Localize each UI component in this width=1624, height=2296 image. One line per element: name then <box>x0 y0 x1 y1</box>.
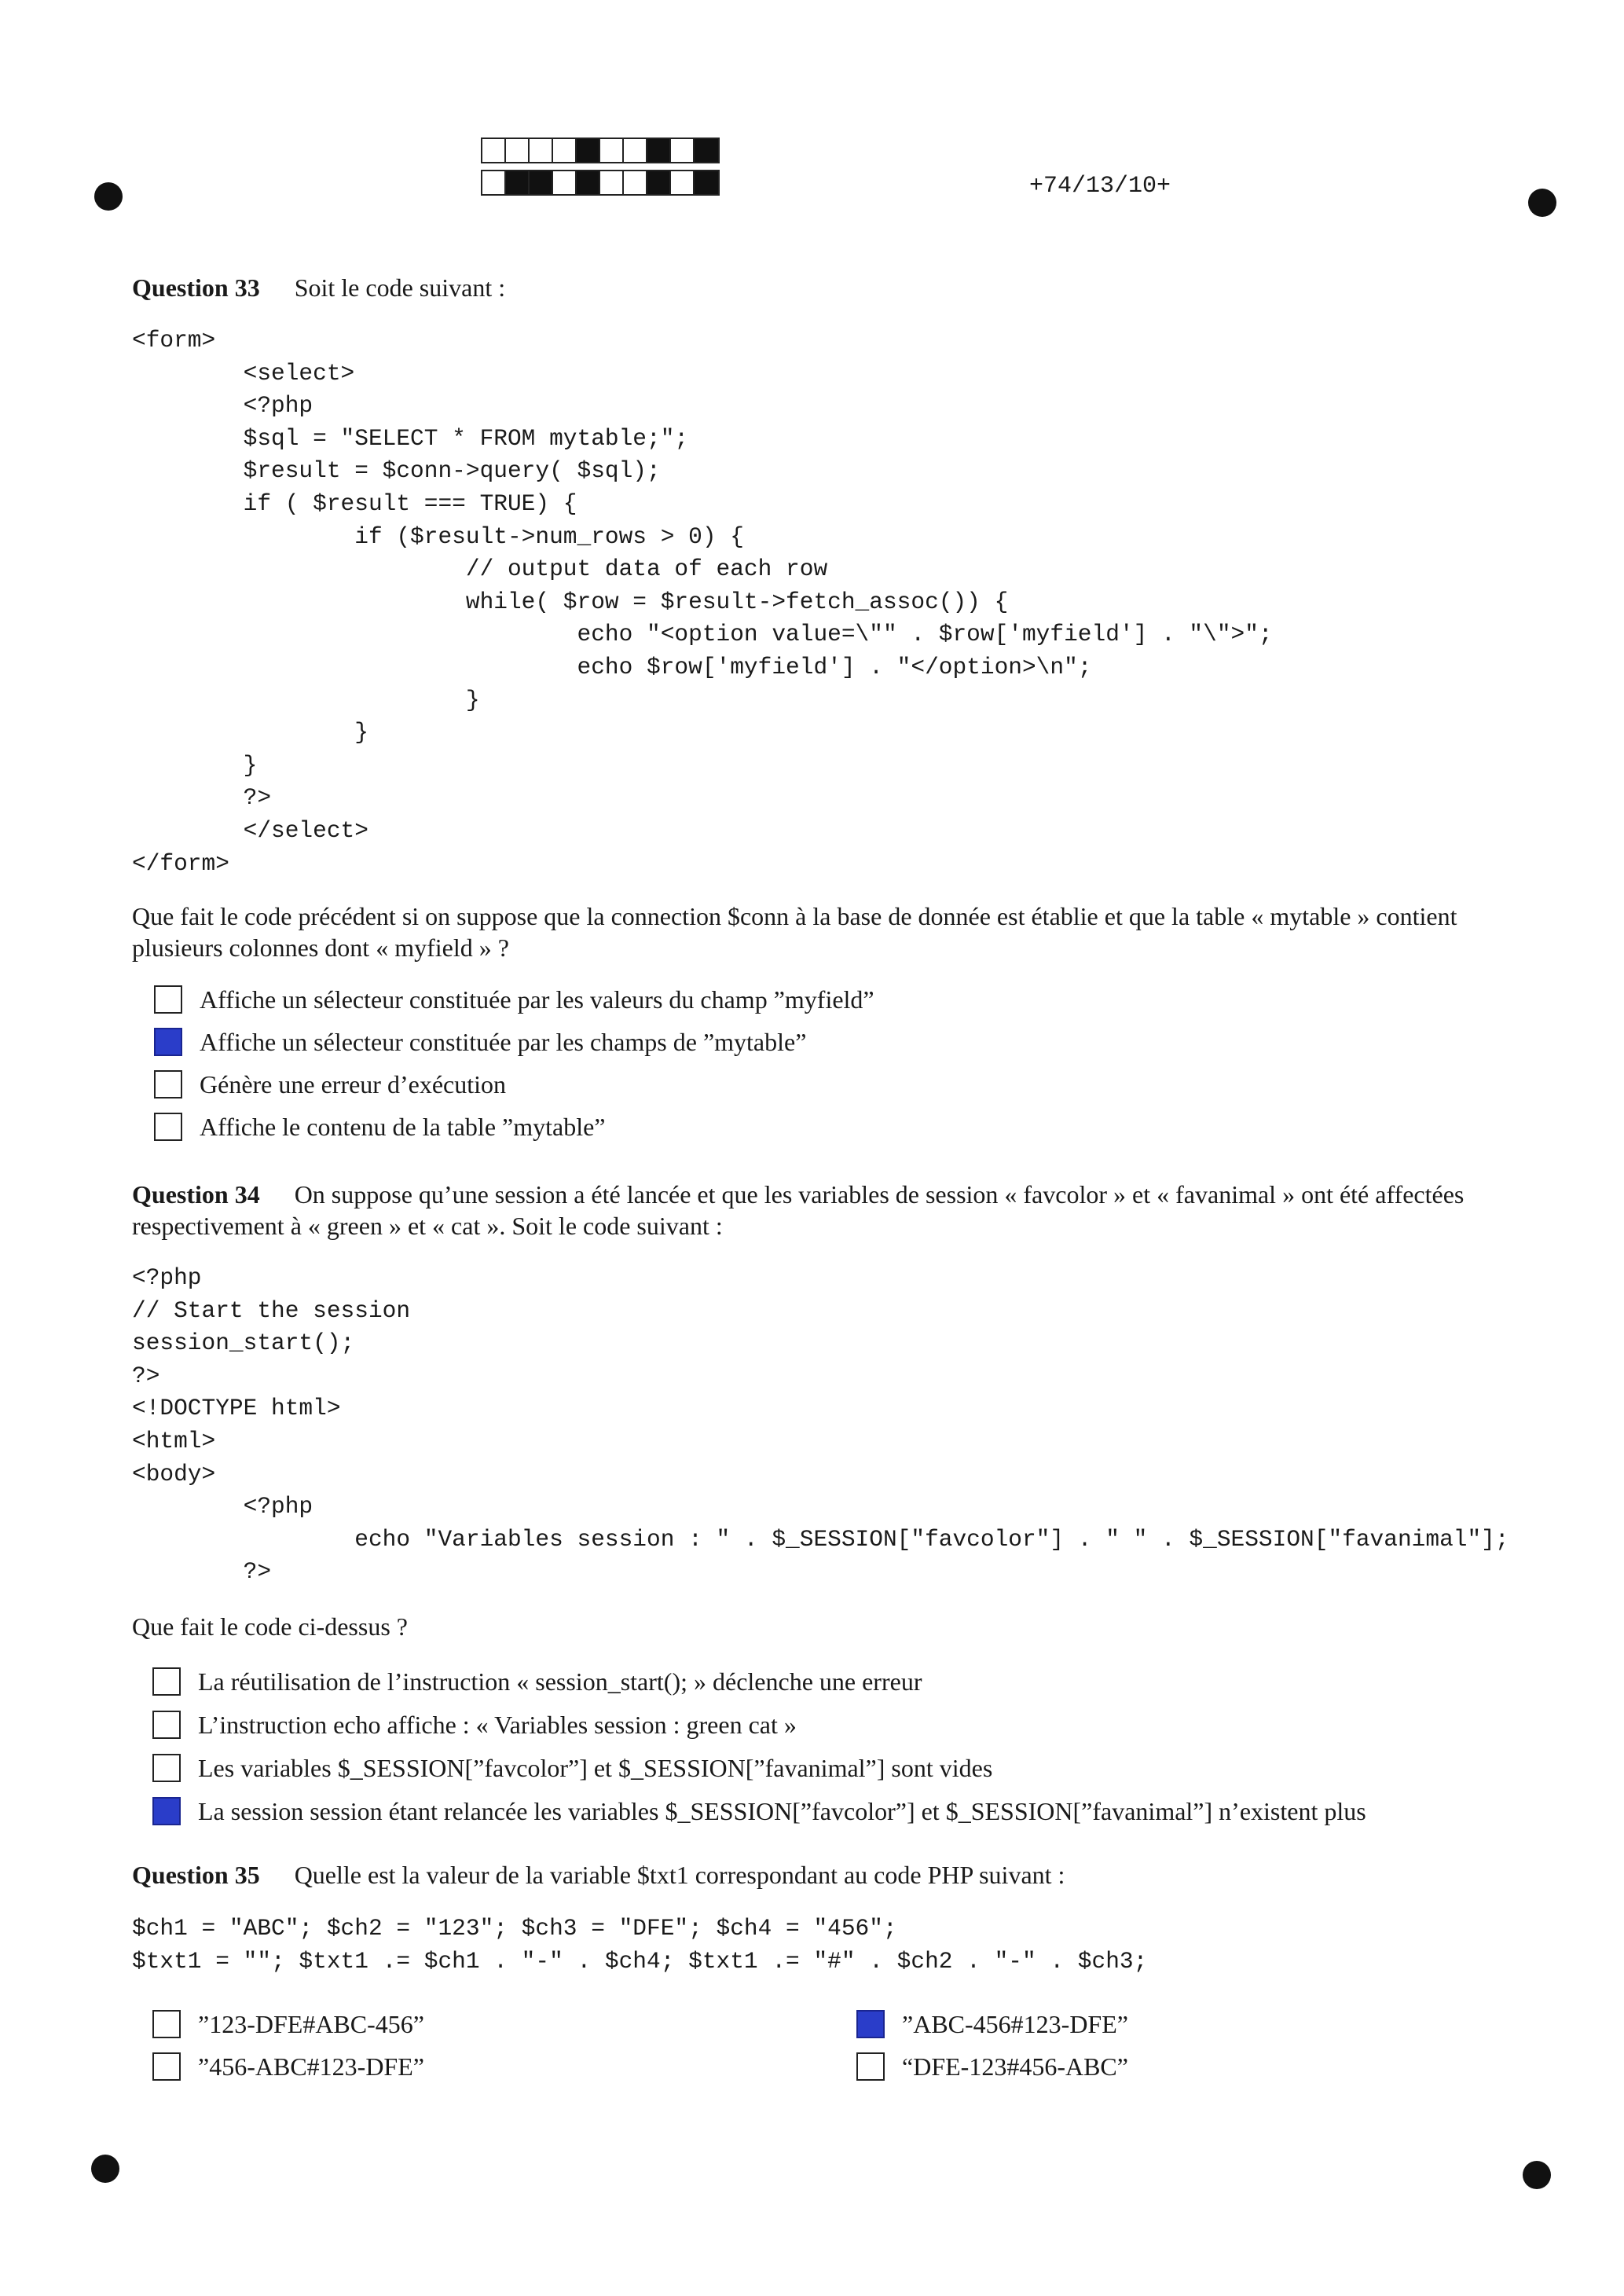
barcode-cell <box>506 139 530 162</box>
q33-option-2-label: Affiche un sélecteur constituée par les champs de ”mytable” <box>200 1028 807 1056</box>
registration-mark-bottom-right <box>1523 2161 1551 2189</box>
barcode-cell <box>671 139 695 162</box>
question-35-code: $ch1 = "ABC"; $ch2 = "123"; $ch3 = "DFE"; $ch4 = "456"; $txt1 = ""; $txt1 .= $ch1 . "-" . $ch4; $txt1 .= "#" . $ch2 . "-" . $ch3; <box>132 1915 1148 1975</box>
q33-option-2-checkbox[interactable] <box>154 1028 182 1056</box>
q35-option-3-label: ”ABC-456#123-DFE” <box>902 2010 1128 2038</box>
q35-option-4[interactable] <box>856 2051 1128 2082</box>
q35-option-1[interactable] <box>152 2008 424 2040</box>
question-35-intro: Quelle est la valeur de la variable $txt1 correspondant au code PHP suivant : <box>294 1861 1065 1889</box>
q33-option-2[interactable] <box>154 1026 806 1058</box>
q34-option-3[interactable] <box>152 1752 992 1784</box>
barcode-cell <box>530 139 553 162</box>
q34-option-3-checkbox[interactable] <box>152 1754 181 1782</box>
barcode-cell <box>482 139 506 162</box>
registration-mark-top-right <box>1528 189 1556 217</box>
barcode-cell <box>647 171 671 194</box>
q33-option-4-label: Affiche le contenu de la table ”mytable” <box>200 1113 606 1141</box>
q33-option-4[interactable] <box>154 1111 606 1142</box>
question-35-label: Question 35 <box>132 1861 260 1889</box>
barcode-cell <box>553 139 577 162</box>
q33-option-1-checkbox[interactable] <box>154 985 182 1014</box>
q35-option-3-checkbox[interactable] <box>856 2010 885 2038</box>
q35-option-2-label: ”456-ABC#123-DFE” <box>198 2052 424 2081</box>
question-33-header <box>132 272 505 303</box>
barcode-row-1 <box>481 138 720 163</box>
q35-option-1-checkbox[interactable] <box>152 2010 181 2038</box>
q34-option-2-checkbox[interactable] <box>152 1711 181 1739</box>
barcode-cell <box>530 171 553 194</box>
question-33-label: Question 33 <box>132 273 260 302</box>
question-33-code: <form> <select> <?php $sql = "SELECT * FROM mytable;"; $result = $conn->query( $sql); if ( $result === TRUE) { if ($result->num_rows > 0) { // output data of each row while( $row = $result->fetch_assoc()) { echo "<option value=\"" . $row['myfield'] . "\">"; echo $row['myfield'] . "</option>\n"; } } } ?> </select> </form> <box>132 327 1273 877</box>
q35-option-4-label: “DFE-123#456-ABC” <box>902 2052 1128 2081</box>
q33-option-3-label: Génère une erreur d’exécution <box>200 1070 506 1098</box>
barcode-cell <box>695 139 718 162</box>
q34-option-2[interactable] <box>152 1709 797 1740</box>
barcode-cell <box>695 171 718 194</box>
barcode-cell <box>600 171 624 194</box>
question-34-prompt: Que fait le code ci-dessus ? <box>132 1612 408 1641</box>
q35-option-2-checkbox[interactable] <box>152 2052 181 2081</box>
page-id: +74/13/10+ <box>1029 173 1171 200</box>
barcode-row-2 <box>481 170 720 196</box>
barcode-cell <box>577 139 600 162</box>
q34-option-1-label: La réutilisation de l’instruction « session_start(); » déclenche une erreur <box>198 1667 922 1696</box>
q34-option-2-label: L’instruction echo affiche : « Variables session : green cat » <box>198 1711 797 1739</box>
question-34-header <box>132 1179 1531 1242</box>
barcode-cell <box>482 171 506 194</box>
question-34-label: Question 34 <box>132 1180 260 1209</box>
barcode-cell <box>671 171 695 194</box>
q33-option-1[interactable] <box>154 984 874 1015</box>
barcode-cell <box>600 139 624 162</box>
question-34-intro: On suppose qu’une session a été lancée et que les variables de session « favcolor » et « favanimal » ont été affectées respectivement à « green » et « cat ». Soit le code suivant : <box>132 1180 1465 1240</box>
q35-option-3[interactable] <box>856 2008 1128 2040</box>
question-33-intro: Soit le code suivant : <box>294 273 506 302</box>
question-33-prompt: Que fait le code précédent si on suppose que la connection $conn à la base de donnée est établie et que la table « mytable » contient plusieurs colonnes dont « myfield » ? <box>132 902 1457 962</box>
q34-option-1-checkbox[interactable] <box>152 1667 181 1696</box>
q35-option-2[interactable] <box>152 2051 424 2082</box>
question-35-header <box>132 1859 1065 1891</box>
barcode-cell <box>624 171 647 194</box>
q33-option-1-label: Affiche un sélecteur constituée par les valeurs du champ ”myfield” <box>200 985 874 1014</box>
q34-option-1[interactable] <box>152 1666 922 1697</box>
q33-option-3-checkbox[interactable] <box>154 1070 182 1098</box>
barcode-cell <box>506 171 530 194</box>
q33-option-4-checkbox[interactable] <box>154 1113 182 1141</box>
barcode-cell <box>553 171 577 194</box>
question-34-code: <?php // Start the session session_start(); ?> <!DOCTYPE html> <html> <body> <?php echo "Variables session : " . $_SESSION["favcolor"] . " " . $_SESSION["favanimal"]; ?> <box>132 1264 1509 1586</box>
q35-option-1-label: ”123-DFE#ABC-456” <box>198 2010 424 2038</box>
registration-mark-bottom-left <box>91 2155 119 2183</box>
q34-option-4[interactable] <box>152 1795 1366 1827</box>
barcode-cell <box>577 171 600 194</box>
q33-option-3[interactable] <box>154 1069 506 1100</box>
q35-option-4-checkbox[interactable] <box>856 2052 885 2081</box>
q34-option-4-checkbox[interactable] <box>152 1797 181 1825</box>
registration-mark-top-left <box>94 182 123 211</box>
barcode-cell <box>647 139 671 162</box>
q34-option-4-label: La session session étant relancée les variables $_SESSION[”favcolor”] et $_SESSION[”favanimal”] n’existent plus <box>198 1797 1366 1825</box>
barcode-cell <box>624 139 647 162</box>
q34-option-3-label: Les variables $_SESSION[”favcolor”] et $_SESSION[”favanimal”] sont vides <box>198 1754 993 1782</box>
